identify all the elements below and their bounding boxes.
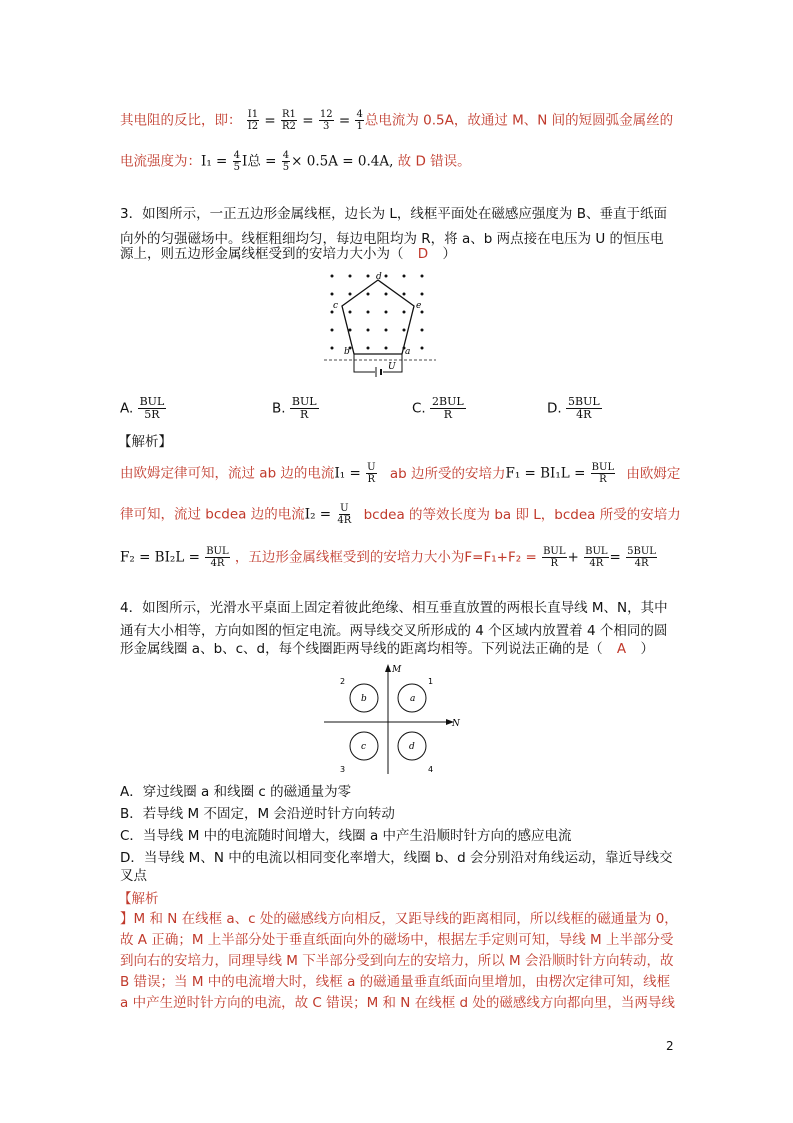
- fraction: [138, 396, 167, 421]
- label-c: c: [333, 301, 339, 311]
- math: F₁ = BI₁L =: [505, 465, 586, 482]
- fraction: [290, 396, 319, 421]
- fraction: [282, 150, 290, 173]
- den: 4R: [634, 558, 649, 569]
- fraction: [247, 109, 259, 132]
- text: 由欧姆定律可知，流过 ab 边的电流: [120, 465, 335, 482]
- top-line-1: 其电阻的反比，即： $\frac{I1}{I2}$ = $\frac{R1}{R2}$ = $\frac{12}{3}$ = $\frac{4}{1}$ 总电流为 0.5A，故通过 M、N 间的短圆弧金属丝的: [120, 109, 674, 132]
- q4-analysis-line-1: 】M 和 N 在线框 a、c 处的磁感线方向相反，又距导线的距离相同，所以线框的磁通量为 0，: [120, 911, 678, 927]
- den: R: [443, 408, 452, 421]
- label-m: M: [392, 665, 402, 675]
- q4-analysis-title: 【解析: [118, 891, 159, 907]
- num: BUL: [139, 395, 165, 408]
- label-a: a: [410, 694, 416, 704]
- text: ab 边所受的安培力: [389, 465, 506, 482]
- q3-option-b: [272, 396, 319, 421]
- label-e: e: [416, 301, 422, 311]
- label-region-2: 2: [340, 677, 346, 686]
- text: 形金属线圈 a、b、c、d，每个线圈距两导线的距离均相等。下列说法正确的是（: [120, 641, 603, 657]
- text: bcdea 的等效长度为 ba 即 L，bcdea 所受的安培力: [363, 506, 681, 523]
- label-u: U: [388, 362, 396, 372]
- text: 律可知，流过 bcdea 边的电流: [120, 506, 305, 523]
- q4-line-3: [120, 639, 654, 659]
- arrow-up-icon: [385, 664, 391, 672]
- top-line-2: [120, 150, 471, 173]
- circuit-wire: [354, 354, 375, 372]
- q3-analysis-title: 【解析】: [118, 434, 172, 450]
- fraction: [336, 503, 352, 526]
- text: 总电流为 0.5A，故通过 M、N 间的短圆弧金属丝的: [364, 112, 674, 129]
- q4-analysis-line-5: a 中产生逆时针方向的电流，故 C 错误；M 和 N 在线框 d 处的磁感线方向都向里，当两导线: [120, 995, 675, 1011]
- den: 1: [356, 121, 363, 132]
- text: 电流强度为：: [120, 153, 201, 170]
- q3-analysis-line-1: [120, 462, 680, 485]
- math: I₁ =: [334, 465, 361, 482]
- math: F₂ = BI₂L =: [120, 549, 200, 566]
- label-n: N: [452, 719, 460, 729]
- text: 源上，则五边形金属线框受到的安培力大小为（: [120, 246, 404, 262]
- q4-option-d: D．当导线 M、N 中的电流以相同变化率增大，线圈 b、d 会分别沿对角线运动，靠近导线交: [120, 850, 673, 866]
- q3-line-3: [120, 244, 456, 264]
- num: 2BUL: [432, 395, 464, 408]
- num: R1: [282, 109, 296, 120]
- den: 5R: [144, 408, 160, 421]
- q4-analysis-line-4: B 错误；当 M 中的电流增大时，线框 a 的磁通量垂直纸面向里增加，由楞次定律可知，线框: [120, 974, 671, 990]
- option-label: B.: [272, 400, 286, 417]
- q4-line-2: 通有大小相等，方向如图的恒定电流。两导线交叉所形成的 4 个区域内放置着 4 个相同的圆: [120, 623, 668, 639]
- q3-option-d: [547, 396, 602, 421]
- text: 由欧姆定: [626, 465, 681, 482]
- num: 5BUL: [567, 395, 600, 408]
- page-number: 2: [666, 1039, 674, 1053]
- q4-line-1: 4．如图所示，光滑水平桌面上固定着彼此绝缘、相互垂直放置的两根长直导线 M、N，其中: [120, 600, 668, 616]
- fraction: [205, 546, 229, 569]
- den: 4R: [589, 558, 604, 569]
- q3-option-c: [412, 396, 466, 421]
- den: 4R: [337, 515, 352, 526]
- math: I₂ =: [304, 506, 332, 523]
- fraction: [430, 396, 466, 421]
- q4-analysis-line-2: 故 A 正确；M 上半部分处于垂直纸面向外的磁场中，根据左手定则可知，导线 M 上半部分受: [120, 932, 674, 948]
- fraction: [319, 109, 334, 132]
- num: BUL: [543, 546, 566, 557]
- pentagon-frame: [342, 280, 414, 354]
- option-label: D.: [547, 400, 562, 417]
- den: R: [367, 474, 376, 485]
- den: R: [599, 474, 607, 485]
- fraction: [281, 109, 297, 132]
- num: 5BUL: [627, 546, 656, 557]
- q4-option-b: B．若导线 M 不固定，M 会沿逆时针方向转动: [120, 806, 395, 822]
- q3-line-1: 3．如图所示，一正五边形金属线框，边长为 L，线框平面处在磁感应强度为 B、垂直于纸面: [120, 206, 667, 222]
- pentagon-figure: [320, 268, 440, 380]
- text: F=F₁+F₂ =: [464, 549, 537, 566]
- text: ）: [442, 246, 456, 262]
- den: 4R: [210, 558, 225, 569]
- label-c: c: [361, 742, 367, 752]
- text: 其电阻的反比，即：: [120, 112, 242, 129]
- num: I1: [247, 109, 259, 120]
- num: U: [340, 503, 349, 514]
- den: R2: [282, 121, 296, 132]
- text: ，五边形金属线框受到的安培力大小为: [234, 549, 465, 566]
- text: 故 D 错误。: [397, 153, 471, 170]
- label-region-1: 1: [428, 677, 434, 686]
- num: 12: [319, 109, 333, 120]
- q4-option-c: C．当导线 M 中的电流随时间增大，线圈 a 中产生沿顺时针方向的感应电流: [120, 828, 572, 844]
- math: I₁ =: [201, 153, 228, 170]
- fraction: [366, 462, 376, 485]
- label-d: d: [376, 272, 382, 282]
- den: 5: [282, 162, 290, 173]
- fraction: [566, 396, 602, 421]
- option-label: A.: [120, 400, 134, 417]
- fraction: [233, 150, 241, 173]
- q3-analysis-line-2: [120, 503, 681, 526]
- q4-analysis-line-3: 到向右的安培力，同理导线 M 下半部分受到向左的安培力，所以 M 会沿顺时针方向转动，故: [120, 953, 674, 969]
- den: 5: [233, 162, 241, 173]
- answer: D: [417, 246, 429, 262]
- num: BUL: [206, 546, 229, 557]
- fraction: [626, 546, 657, 569]
- option-label: C.: [412, 400, 426, 417]
- q3-option-a: [120, 396, 166, 421]
- den: I2: [247, 121, 259, 132]
- fraction: [584, 546, 608, 569]
- math: =: [609, 549, 621, 566]
- num: BUL: [591, 462, 615, 473]
- math: I总 =: [242, 153, 277, 170]
- q3-analysis-line-3: [120, 546, 658, 569]
- den: 4R: [576, 408, 592, 421]
- label-b: b: [361, 694, 367, 704]
- label-a: a: [405, 347, 411, 357]
- math: +: [567, 549, 579, 566]
- label-b: b: [344, 347, 350, 357]
- den: R: [550, 558, 559, 569]
- fraction: [591, 462, 615, 485]
- den: R: [300, 408, 309, 421]
- field-dots: [331, 275, 424, 350]
- num: 4: [282, 150, 290, 161]
- label-d: d: [409, 742, 415, 752]
- den: 3: [323, 121, 330, 132]
- text: ）: [640, 641, 654, 657]
- label-region-3: 3: [340, 765, 346, 774]
- q3-line-2: 向外的匀强磁场中。线框粗细均匀，每边电阻均为 R，将 a、b 两点接在电压为 U 的恒压电: [120, 231, 664, 247]
- num: U: [367, 462, 376, 473]
- fraction: [542, 546, 566, 569]
- num: 4: [356, 109, 363, 120]
- fraction: [355, 109, 363, 132]
- q4-option-d-cont: 叉点: [120, 868, 147, 884]
- num: BUL: [291, 395, 317, 408]
- num: 4: [233, 150, 241, 161]
- crossed-wires-figure: [318, 662, 468, 777]
- answer: A: [616, 641, 627, 657]
- q4-option-a: A．穿过线圈 a 和线圈 c 的磁通量为零: [120, 784, 352, 800]
- math: × 0.5A = 0.4A,: [291, 153, 394, 170]
- num: BUL: [585, 546, 608, 557]
- label-region-4: 4: [428, 765, 434, 774]
